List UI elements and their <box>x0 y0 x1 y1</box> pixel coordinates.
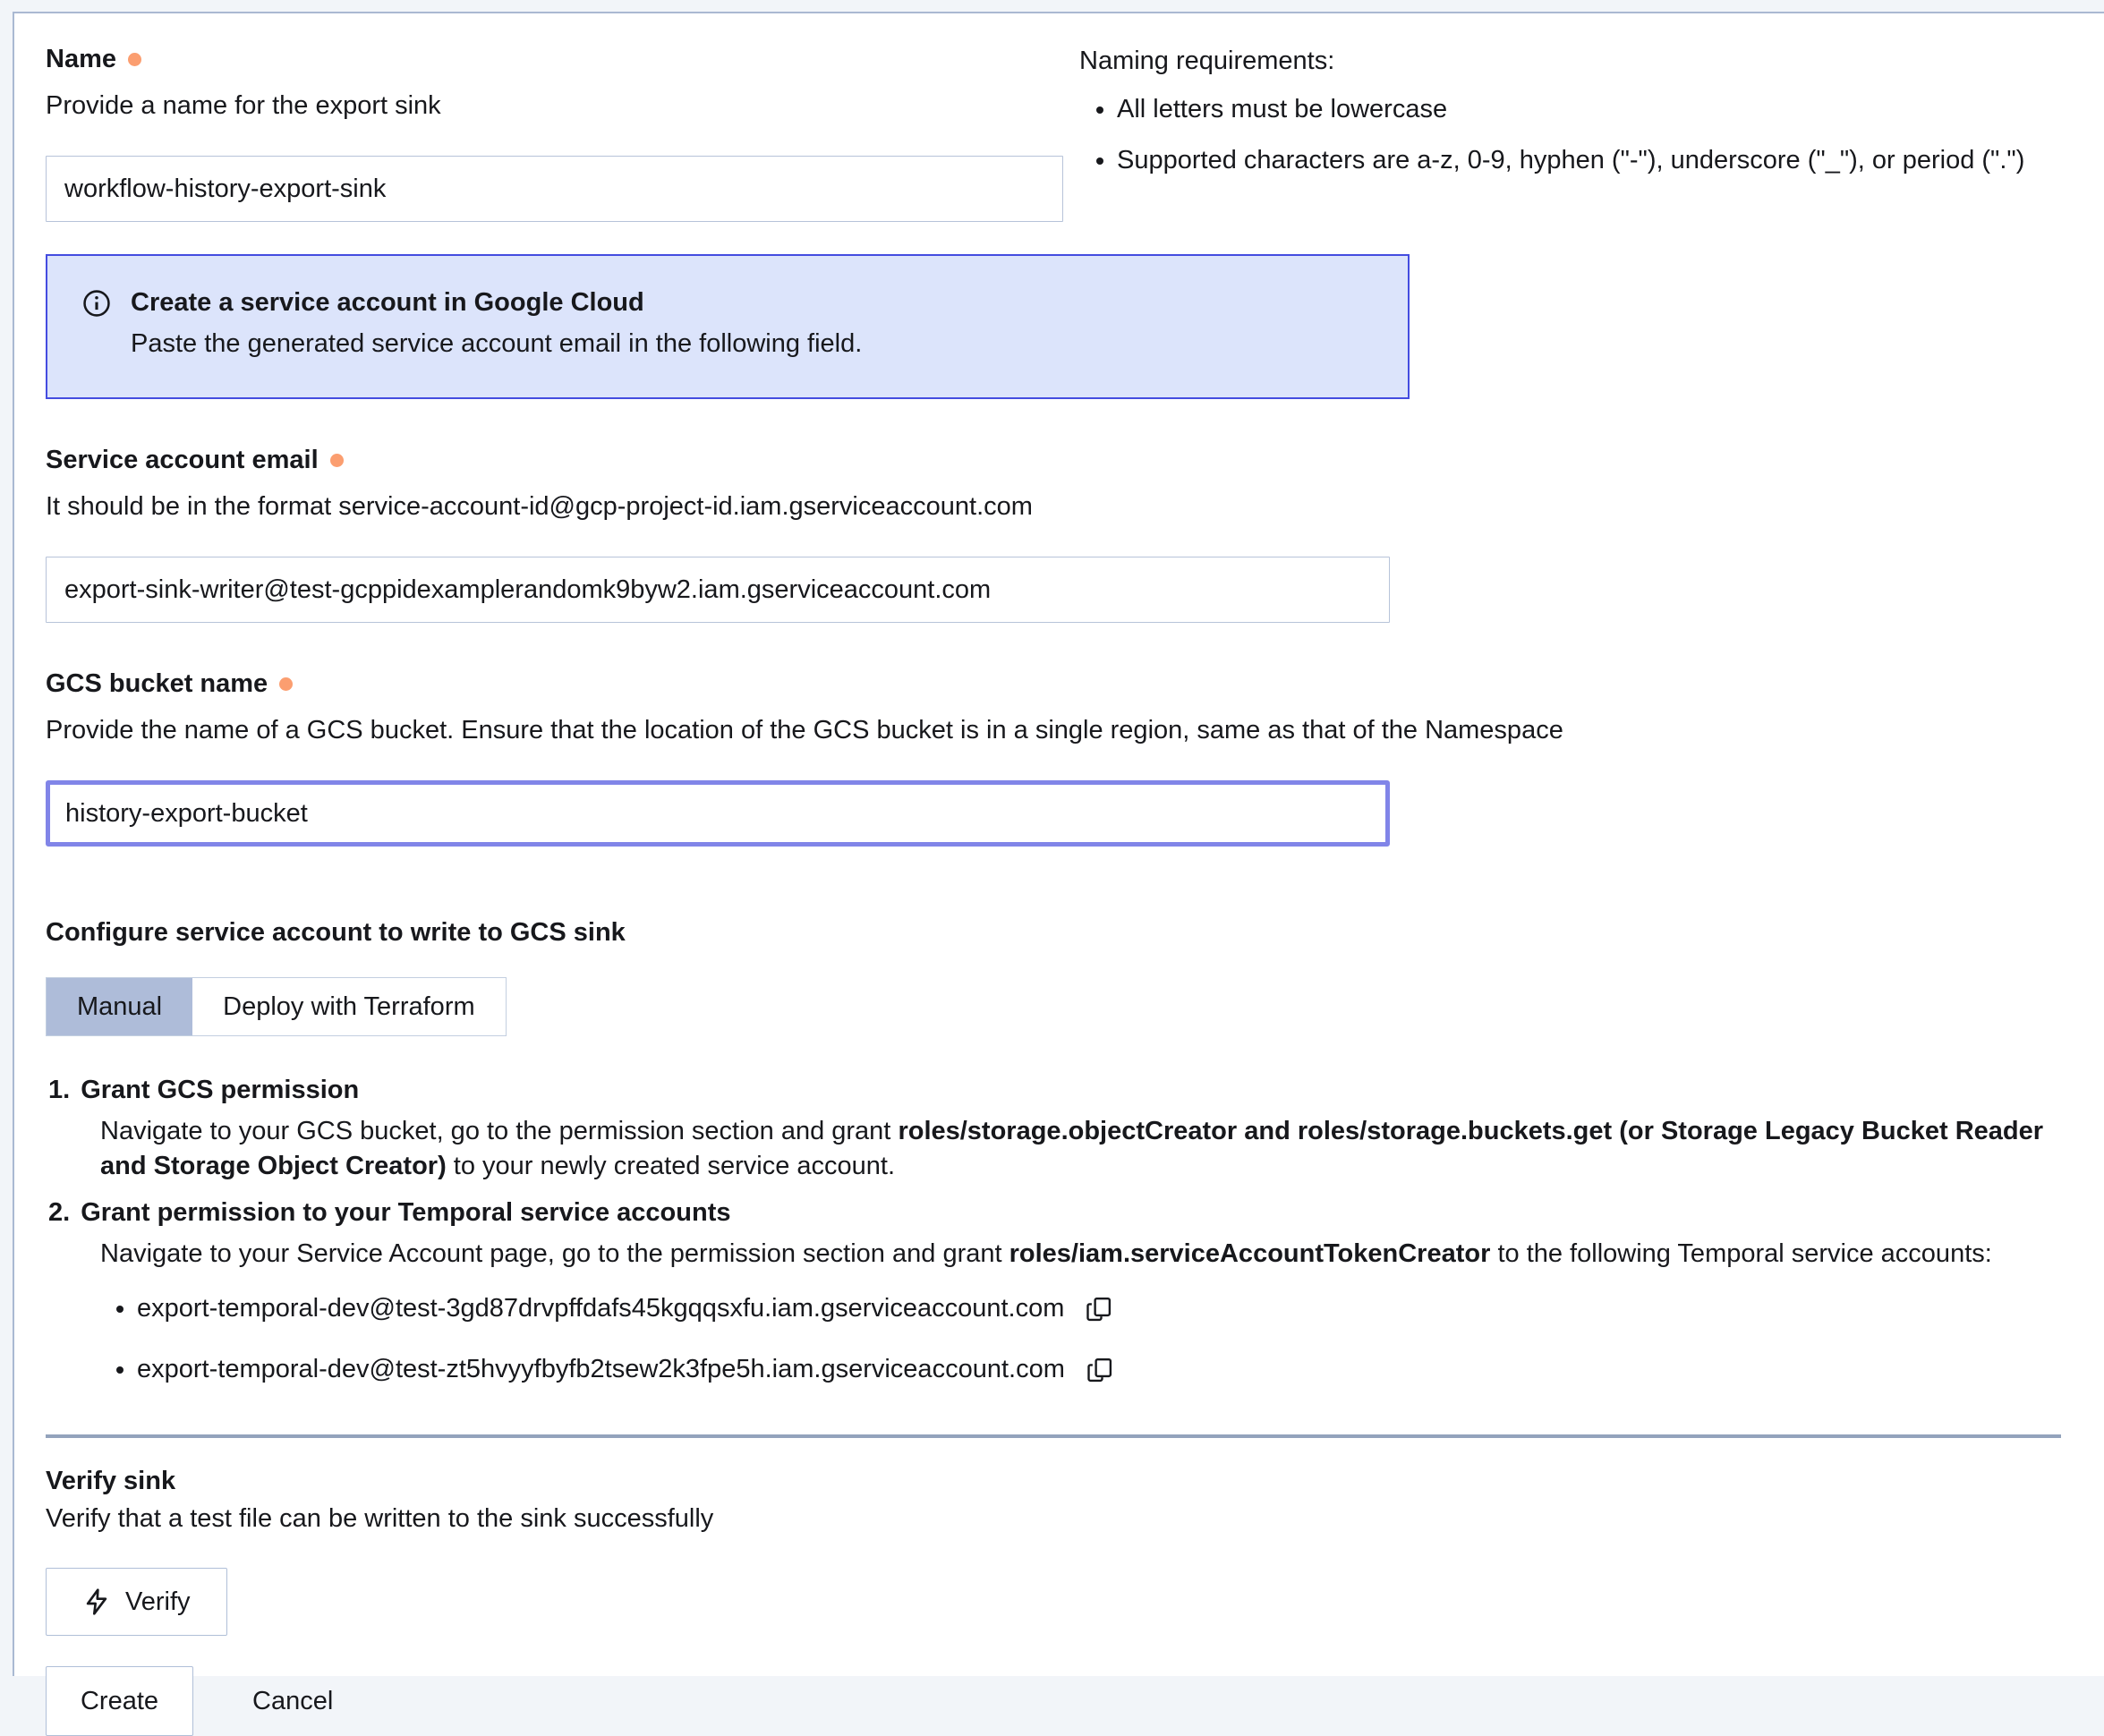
verify-button-label: Verify <box>125 1587 191 1616</box>
step-grant-temporal-permission <box>46 1195 2079 1387</box>
copy-email-button[interactable] <box>1085 1355 1115 1385</box>
step-text: to the following Temporal service accounts: <box>1490 1239 1992 1268</box>
step-text-bold: roles/iam.serviceAccountTokenCreator <box>1009 1239 1491 1268</box>
step-title: Grant GCS permission <box>81 1076 360 1104</box>
bucket-section <box>46 666 2079 847</box>
step-number: 1. <box>48 1076 71 1104</box>
required-dot-icon <box>128 53 141 66</box>
service-account-label-text: Service account email <box>46 446 319 474</box>
bucket-label-text: GCS bucket name <box>46 669 268 698</box>
naming-requirement-item: • Supported characters are a-z, 0-9, hyphen ("-"), underscore ("_"), or period (".") <box>1117 142 2024 178</box>
step-text-bold: roles/storage.objectCreator and roles/storage.buckets.get (or Storage Legacy Bucket Reader and Storage Object Creator) <box>100 1117 2044 1180</box>
service-account-email-input[interactable] <box>46 557 1390 623</box>
tab-manual[interactable]: Manual <box>47 978 192 1035</box>
sink-name-input[interactable] <box>46 156 1063 222</box>
service-account-info-banner <box>46 254 1410 399</box>
info-circle-icon <box>81 288 112 319</box>
service-account-helper: It should be in the format service-account-id@gcp-project-id.iam.gserviceaccount.com <box>46 492 1033 521</box>
naming-requirements <box>1079 41 2024 193</box>
configure-heading: Configure service account to write to GCS sink <box>46 918 626 947</box>
info-banner-title: Create a service account in Google Cloud <box>131 288 644 317</box>
step-description <box>100 1114 2079 1184</box>
export-sink-form-card <box>13 12 2104 1715</box>
name-label <box>46 41 1063 77</box>
step-text: Navigate to your GCS bucket, go to the permission section and grant <box>100 1117 899 1145</box>
temporal-service-account-item <box>137 1291 2052 1326</box>
bucket-helper: Provide the name of a GCS bucket. Ensure that the location of the GCS bucket is in a single region, same as that of the Namespace <box>46 716 1563 745</box>
temporal-service-account-item <box>137 1352 2052 1387</box>
service-account-label <box>46 442 2079 478</box>
step-grant-gcs-permission <box>46 1072 2079 1184</box>
step-description <box>100 1237 2079 1387</box>
create-button[interactable]: Create <box>46 1666 193 1736</box>
verify-button[interactable] <box>46 1568 227 1636</box>
step-text: to your newly created service account. <box>446 1152 896 1180</box>
copy-email-button[interactable] <box>1084 1294 1114 1324</box>
naming-requirement-item: • All letters must be lowercase <box>1117 91 2024 127</box>
name-label-text: Name <box>46 45 116 73</box>
configure-tab-group <box>46 977 507 1036</box>
bucket-label <box>46 666 2079 702</box>
required-dot-icon <box>279 677 293 691</box>
service-account-section <box>46 442 2079 623</box>
step-title: Grant permission to your Temporal service accounts <box>81 1198 731 1227</box>
required-dot-icon <box>330 454 344 467</box>
tab-deploy-with-terraform[interactable]: Deploy with Terraform <box>223 992 475 1021</box>
info-banner-subtitle: Paste the generated service account email in the following field. <box>131 329 863 358</box>
section-divider <box>46 1434 2061 1438</box>
manual-steps <box>46 1072 2079 1387</box>
naming-requirements-title: Naming requirements: <box>1079 47 1335 75</box>
temporal-service-account-email: • export-temporal-dev@test-3gd87drvpffdafs45kgqqsxfu.iam.gserviceaccount.com <box>137 1294 1065 1323</box>
copy-icon <box>1086 1296 1112 1323</box>
verify-sink-heading: Verify sink <box>46 1467 176 1495</box>
step-number: 2. <box>48 1198 71 1227</box>
lightning-bolt-icon <box>82 1587 111 1616</box>
temporal-service-account-email: • export-temporal-dev@test-zt5hvyyfbyfb2tsew2k3fpe5h.iam.gserviceaccount.com <box>137 1355 1065 1383</box>
name-section <box>46 41 2079 222</box>
step-text: Navigate to your Service Account page, go to the permission section and grant <box>100 1239 1009 1268</box>
cancel-button[interactable]: Cancel <box>252 1686 334 1715</box>
verify-sink-helper: Verify that a test file can be written to the sink successfully <box>46 1504 714 1533</box>
name-helper: Provide a name for the export sink <box>46 91 441 120</box>
form-footer <box>46 1666 2079 1736</box>
copy-icon <box>1086 1357 1113 1383</box>
gcs-bucket-name-input[interactable] <box>46 780 1390 847</box>
